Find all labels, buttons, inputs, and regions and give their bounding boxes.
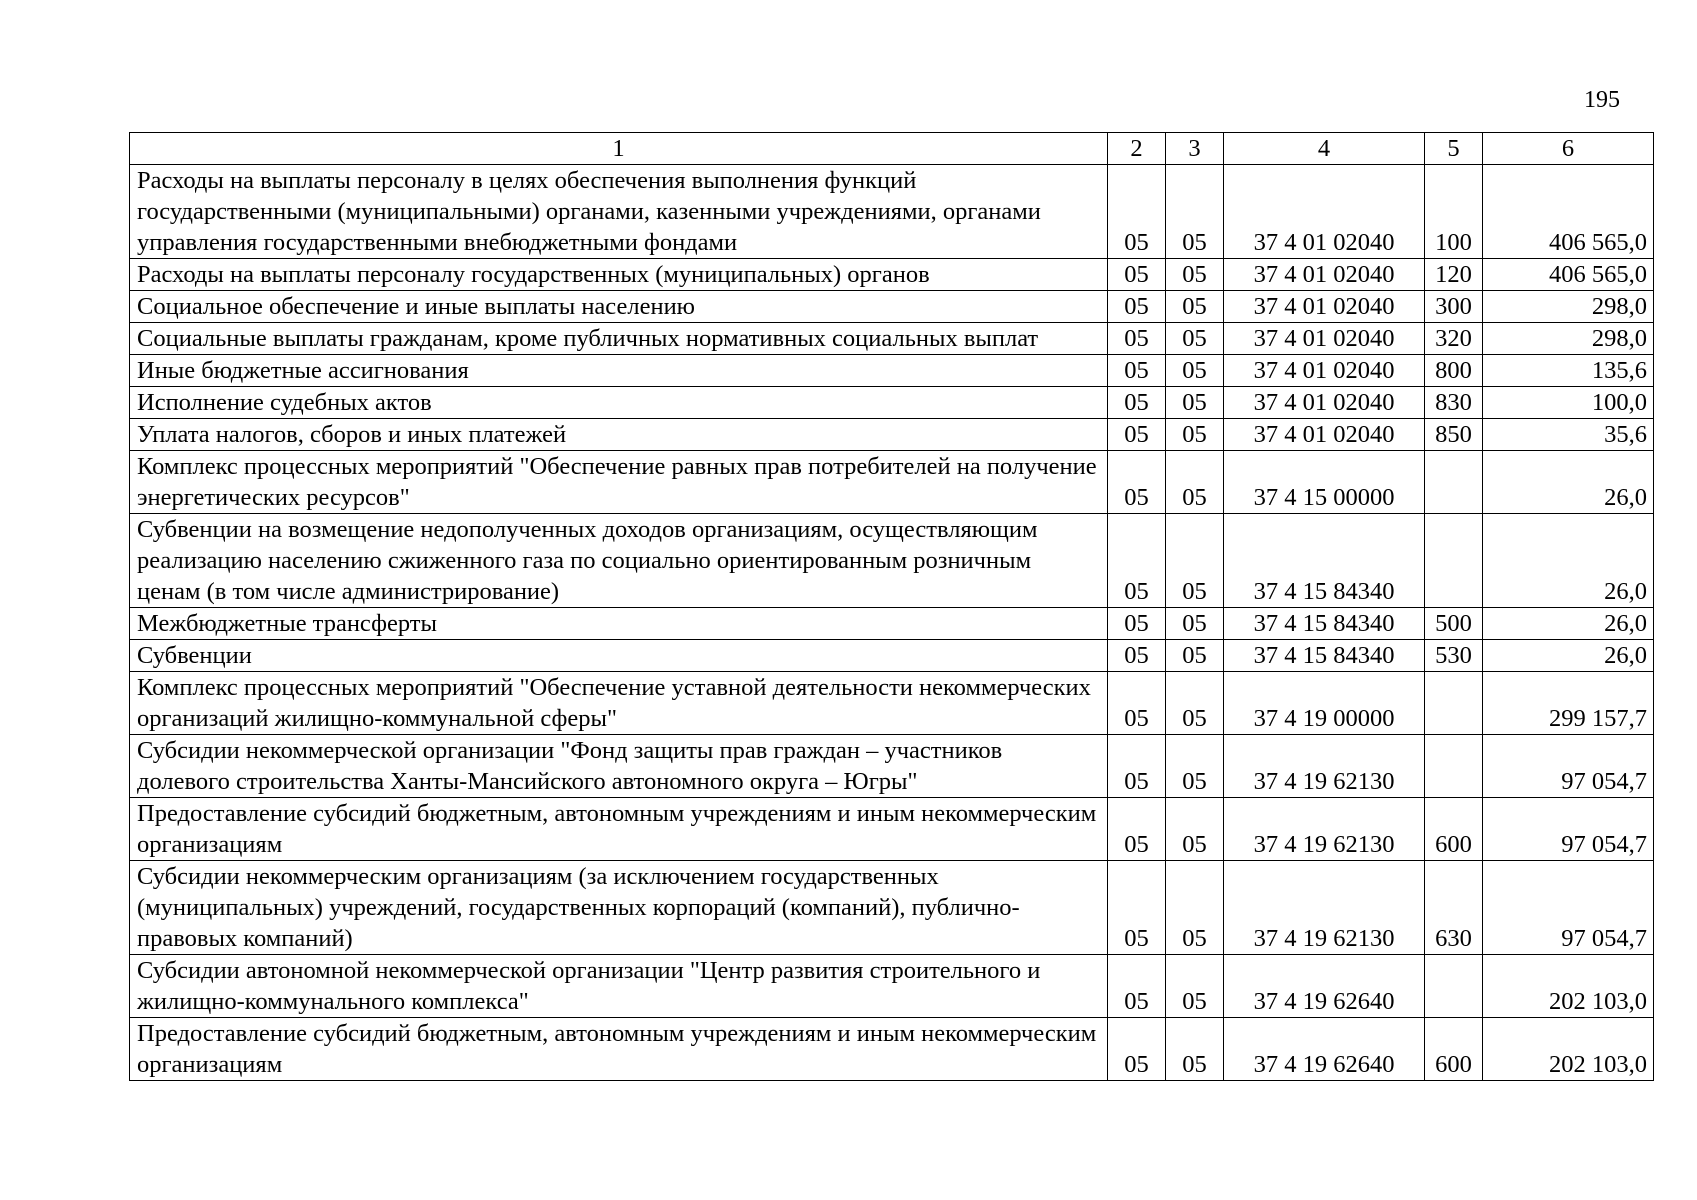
row-section: 05 (1108, 355, 1166, 387)
row-amount: 26,0 (1483, 608, 1654, 640)
header-col-4: 4 (1224, 133, 1425, 165)
row-expense-type: 830 (1425, 387, 1483, 419)
row-subsection: 05 (1166, 259, 1224, 291)
row-subsection: 05 (1166, 291, 1224, 323)
row-subsection: 05 (1166, 387, 1224, 419)
row-expense-type (1425, 672, 1483, 735)
row-target-code: 37 4 19 62130 (1224, 798, 1425, 861)
row-target-code: 37 4 01 02040 (1224, 291, 1425, 323)
row-section: 05 (1108, 514, 1166, 608)
row-name: Исполнение судебных актов (130, 387, 1108, 419)
row-subsection: 05 (1166, 323, 1224, 355)
row-name: Предоставление субсидий бюджетным, автономным учреждениям и иным некоммерческим организациям (130, 1018, 1108, 1081)
row-name: Субсидии автономной некоммерческой организации "Центр развития строительного и жилищно-коммунального комплекса" (130, 955, 1108, 1018)
row-expense-type (1425, 735, 1483, 798)
table-row (130, 640, 1654, 672)
row-expense-type: 120 (1425, 259, 1483, 291)
row-name: Иные бюджетные ассигнования (130, 355, 1108, 387)
page-number: 195 (1584, 87, 1620, 113)
header-col-3: 3 (1166, 133, 1224, 165)
row-subsection: 05 (1166, 735, 1224, 798)
row-section: 05 (1108, 1018, 1166, 1081)
row-section: 05 (1108, 419, 1166, 451)
header-col-2: 2 (1108, 133, 1166, 165)
row-subsection: 05 (1166, 798, 1224, 861)
row-target-code: 37 4 01 02040 (1224, 165, 1425, 259)
row-subsection: 05 (1166, 419, 1224, 451)
row-amount: 97 054,7 (1483, 861, 1654, 955)
row-amount: 26,0 (1483, 514, 1654, 608)
row-expense-type: 100 (1425, 165, 1483, 259)
row-name: Субвенции на возмещение недополученных доходов организациям, осуществляющим реализацию населению сжиженного газа по социально ориентированным розничным ценам (в том числе администрирование) (130, 514, 1108, 608)
row-target-code: 37 4 01 02040 (1224, 323, 1425, 355)
table-row (130, 259, 1654, 291)
row-subsection: 05 (1166, 1018, 1224, 1081)
row-name: Субсидии некоммерческим организациям (за исключением государственных (муниципальных) учреждений, государственных корпораций (компаний), публично-правовых компаний) (130, 861, 1108, 955)
row-section: 05 (1108, 165, 1166, 259)
row-amount: 406 565,0 (1483, 165, 1654, 259)
row-amount: 26,0 (1483, 640, 1654, 672)
row-amount: 100,0 (1483, 387, 1654, 419)
row-section: 05 (1108, 451, 1166, 514)
table-row (130, 355, 1654, 387)
row-amount: 202 103,0 (1483, 1018, 1654, 1081)
row-section: 05 (1108, 798, 1166, 861)
row-target-code: 37 4 15 84340 (1224, 640, 1425, 672)
row-subsection: 05 (1166, 861, 1224, 955)
row-section: 05 (1108, 259, 1166, 291)
table-row (130, 419, 1654, 451)
table-row (130, 735, 1654, 798)
row-target-code: 37 4 19 00000 (1224, 672, 1425, 735)
row-target-code: 37 4 15 84340 (1224, 514, 1425, 608)
row-expense-type: 320 (1425, 323, 1483, 355)
budget-table (129, 132, 1654, 1081)
row-amount: 26,0 (1483, 451, 1654, 514)
row-name: Субвенции (130, 640, 1108, 672)
row-name: Расходы на выплаты персоналу государственных (муниципальных) органов (130, 259, 1108, 291)
table-row (130, 451, 1654, 514)
row-name: Комплекс процессных мероприятий "Обеспечение равных прав потребителей на получение энергетических ресурсов" (130, 451, 1108, 514)
row-subsection: 05 (1166, 514, 1224, 608)
table-row (130, 514, 1654, 608)
table-row (130, 165, 1654, 259)
row-expense-type: 630 (1425, 861, 1483, 955)
table-row (130, 1018, 1654, 1081)
row-subsection: 05 (1166, 640, 1224, 672)
row-target-code: 37 4 15 00000 (1224, 451, 1425, 514)
row-subsection: 05 (1166, 608, 1224, 640)
row-section: 05 (1108, 323, 1166, 355)
table-row (130, 672, 1654, 735)
row-subsection: 05 (1166, 451, 1224, 514)
row-amount: 135,6 (1483, 355, 1654, 387)
row-expense-type: 300 (1425, 291, 1483, 323)
row-target-code: 37 4 01 02040 (1224, 387, 1425, 419)
row-name: Субсидии некоммерческой организации "Фонд защиты прав граждан – участников долевого строительства Ханты-Мансийского автономного округа – Югры" (130, 735, 1108, 798)
row-target-code: 37 4 01 02040 (1224, 419, 1425, 451)
row-name: Комплекс процессных мероприятий "Обеспечение уставной деятельности некоммерческих организаций жилищно-коммунальной сферы" (130, 672, 1108, 735)
row-subsection: 05 (1166, 955, 1224, 1018)
row-target-code: 37 4 01 02040 (1224, 259, 1425, 291)
row-target-code: 37 4 15 84340 (1224, 608, 1425, 640)
row-name: Уплата налогов, сборов и иных платежей (130, 419, 1108, 451)
table-row (130, 861, 1654, 955)
row-name: Социальное обеспечение и иные выплаты населению (130, 291, 1108, 323)
row-amount: 406 565,0 (1483, 259, 1654, 291)
row-expense-type: 500 (1425, 608, 1483, 640)
table-row (130, 291, 1654, 323)
row-subsection: 05 (1166, 672, 1224, 735)
table-row (130, 323, 1654, 355)
row-section: 05 (1108, 640, 1166, 672)
row-target-code: 37 4 19 62130 (1224, 735, 1425, 798)
header-col-5: 5 (1425, 133, 1483, 165)
row-name: Межбюджетные трансферты (130, 608, 1108, 640)
row-name: Предоставление субсидий бюджетным, автономным учреждениям и иным некоммерческим организациям (130, 798, 1108, 861)
row-subsection: 05 (1166, 165, 1224, 259)
table-row (130, 608, 1654, 640)
row-amount: 298,0 (1483, 323, 1654, 355)
row-section: 05 (1108, 387, 1166, 419)
table-row (130, 955, 1654, 1018)
header-col-1: 1 (130, 133, 1108, 165)
table-row (130, 798, 1654, 861)
row-section: 05 (1108, 291, 1166, 323)
row-amount: 298,0 (1483, 291, 1654, 323)
row-target-code: 37 4 19 62640 (1224, 955, 1425, 1018)
row-section: 05 (1108, 672, 1166, 735)
row-section: 05 (1108, 608, 1166, 640)
row-section: 05 (1108, 955, 1166, 1018)
row-expense-type: 800 (1425, 355, 1483, 387)
table-header-row (130, 133, 1654, 165)
row-amount: 97 054,7 (1483, 798, 1654, 861)
table-row (130, 387, 1654, 419)
row-name: Расходы на выплаты персоналу в целях обеспечения выполнения функций государственными (муниципальными) органами, казенными учреждениями, органами управления государственными внебюджетными фондами (130, 165, 1108, 259)
row-subsection: 05 (1166, 355, 1224, 387)
row-expense-type: 600 (1425, 1018, 1483, 1081)
row-target-code: 37 4 19 62130 (1224, 861, 1425, 955)
row-section: 05 (1108, 861, 1166, 955)
header-col-6: 6 (1483, 133, 1654, 165)
row-target-code: 37 4 19 62640 (1224, 1018, 1425, 1081)
row-expense-type: 530 (1425, 640, 1483, 672)
row-amount: 35,6 (1483, 419, 1654, 451)
row-target-code: 37 4 01 02040 (1224, 355, 1425, 387)
row-section: 05 (1108, 735, 1166, 798)
row-expense-type (1425, 451, 1483, 514)
row-amount: 202 103,0 (1483, 955, 1654, 1018)
row-expense-type (1425, 955, 1483, 1018)
row-expense-type: 850 (1425, 419, 1483, 451)
row-name: Социальные выплаты гражданам, кроме публичных нормативных социальных выплат (130, 323, 1108, 355)
row-amount: 299 157,7 (1483, 672, 1654, 735)
row-amount: 97 054,7 (1483, 735, 1654, 798)
row-expense-type (1425, 514, 1483, 608)
row-expense-type: 600 (1425, 798, 1483, 861)
